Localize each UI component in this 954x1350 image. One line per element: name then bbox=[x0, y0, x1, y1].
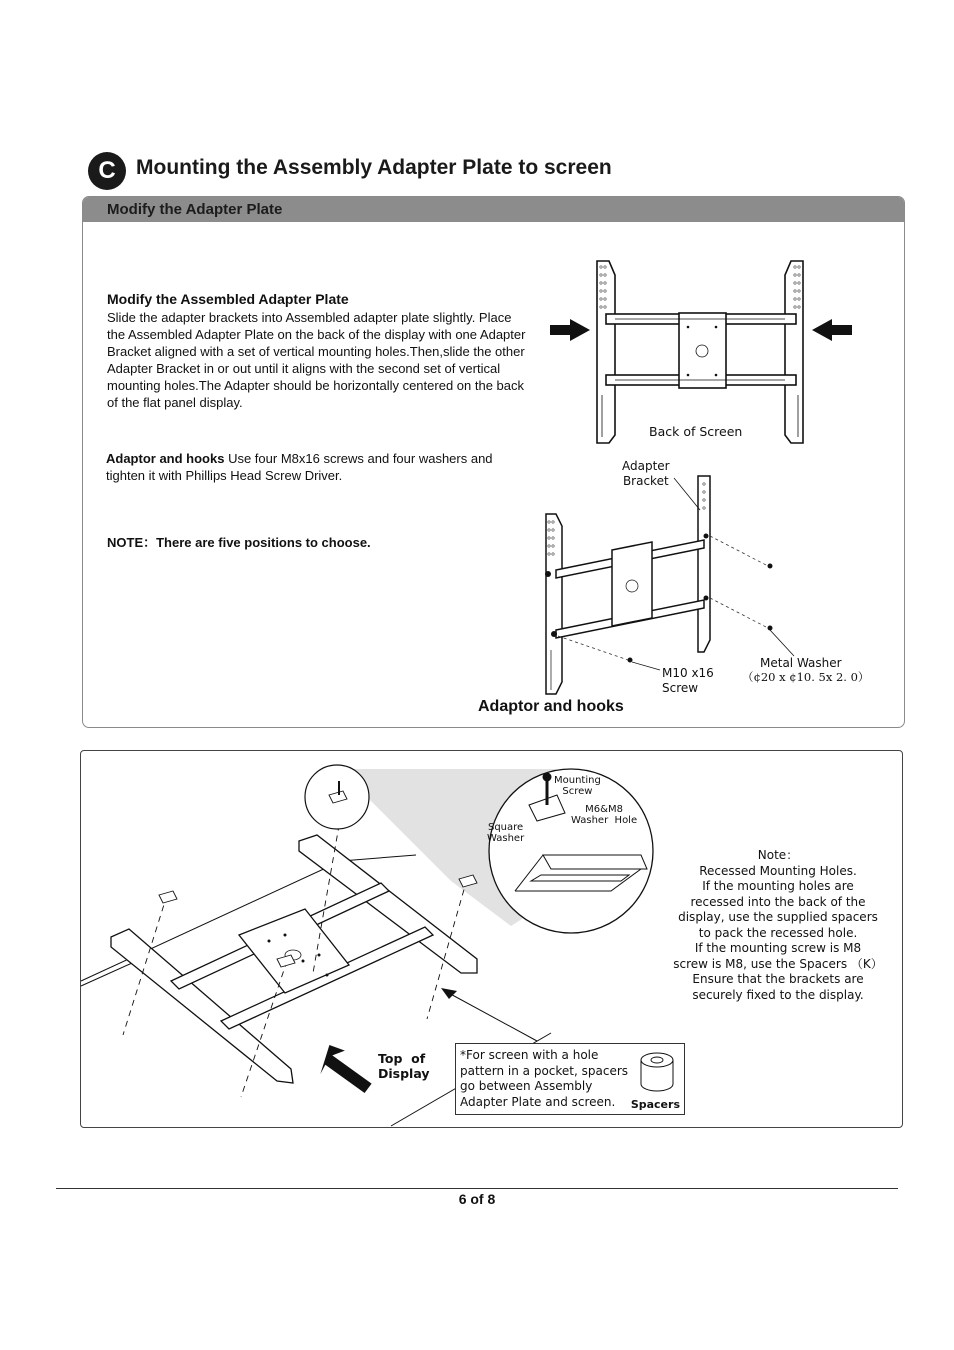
positions-note: NOTE：There are five positions to choose. bbox=[107, 535, 371, 550]
washer-hole-label: M6&M8 Washer Hole bbox=[571, 804, 638, 826]
spacers-label: Spacers bbox=[630, 1098, 680, 1111]
instructions-heading: Modify the Assembled Adapter Plate bbox=[107, 291, 349, 307]
washer-title-label: Metal Washer bbox=[760, 656, 842, 670]
footer-rule bbox=[56, 1188, 898, 1189]
note-line: If the mounting holes are bbox=[702, 879, 854, 893]
note-line: securely fixed to the display. bbox=[692, 987, 864, 1002]
washer-spec-label: （¢20 x ¢10. 5x 2. 0） bbox=[742, 670, 870, 684]
note-line: Recessed Mounting Holes. bbox=[699, 863, 857, 878]
recessed-holes-note bbox=[664, 848, 892, 1003]
square-washer-label: Square Washer bbox=[487, 822, 525, 844]
note-line: display, use the supplied spacers bbox=[678, 910, 878, 924]
mounting-screw-label: Mounting Screw bbox=[554, 775, 601, 797]
note-line: Ensure that the brackets are bbox=[692, 972, 864, 986]
push-arrow-right-icon bbox=[550, 319, 590, 341]
top-of-display-label: Top of Display bbox=[378, 1051, 430, 1081]
hooks-text: Use four M8x16 screws and four washers and tighten it with Phillips Head Screw Driver. bbox=[106, 451, 493, 483]
back-of-screen-label: Back of Screen bbox=[649, 424, 743, 439]
adapter-bracket-label: Adapter Bracket bbox=[622, 459, 670, 488]
instructions-paragraph: Slide the adapter brackets into Assembled adapter plate slightly. Place the Assembled Adapter Plate on the back of the display with one Adapter Bracket aligned with a set of vertical mounting holes.Then,slide the other Adapter Bracket in or out until it aligns with the second set of vertical mounting holes.The Adapter should be horizontally centered on the back of the flat panel display. bbox=[107, 310, 526, 410]
push-arrow-left-icon bbox=[812, 319, 852, 341]
panel-header-title: Modify the Adapter Plate bbox=[107, 201, 283, 218]
note-line: screw is M8, use the Spacers （K） bbox=[673, 956, 883, 971]
spacer-icon bbox=[638, 1050, 676, 1094]
note-line: Note： bbox=[757, 848, 799, 862]
top-of-display-arrow-icon bbox=[319, 1044, 375, 1093]
section-badge: C bbox=[88, 152, 126, 190]
spacer-callout bbox=[455, 1043, 685, 1115]
screw-label: M10 x16 Screw bbox=[662, 666, 714, 695]
spacer-text: *For screen with a hole pattern in a pocket, spacers go between Assembly Adapter Plate and screen. bbox=[460, 1048, 629, 1109]
page-number: 6 of 8 bbox=[458, 1191, 496, 1207]
note-line: to pack the recessed hole. bbox=[698, 925, 858, 940]
hooks-label: Adaptor and hooks bbox=[106, 451, 225, 466]
hooks-instructions bbox=[106, 450, 526, 484]
panel-header bbox=[83, 197, 904, 222]
note-line: recessed into the back of the bbox=[690, 894, 866, 909]
diagram-caption: Adaptor and hooks bbox=[478, 698, 624, 715]
section-title: Mounting the Assembly Adapter Plate to screen bbox=[136, 156, 612, 179]
back-of-screen-diagram bbox=[540, 255, 870, 450]
note-line: If the mounting screw is M8 bbox=[694, 941, 862, 955]
